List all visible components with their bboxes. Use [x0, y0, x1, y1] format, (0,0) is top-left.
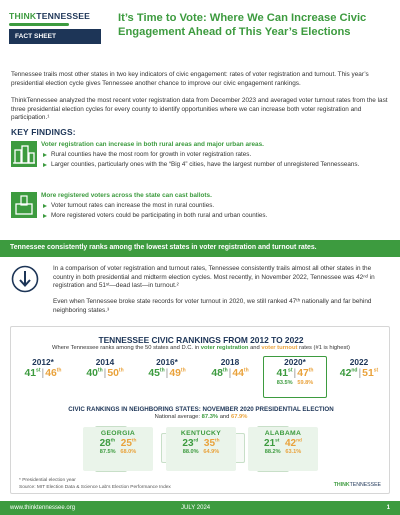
list-item: Voter turnout rates can increase the most in rural counties. [43, 202, 373, 210]
registration-percent: 87.5% [99, 449, 116, 455]
year-ranks [265, 368, 325, 379]
registration-percent: 88.2% [264, 449, 281, 455]
rank-separator: | [293, 368, 297, 380]
registration-rank [148, 368, 164, 379]
year-2016 [137, 357, 197, 379]
civic-rankings-panel [10, 326, 390, 494]
rank-suffix: nd [296, 438, 302, 444]
state-percentages [248, 449, 318, 455]
buildings-icon [11, 141, 37, 167]
rank-suffix: th [159, 368, 165, 374]
panel-logo-tennessee: TENNESSEE [349, 482, 381, 488]
panel-logo-think: THINK [333, 482, 350, 488]
rank-separator: | [228, 368, 232, 380]
rank-suffix: st [373, 368, 379, 374]
rank-separator: | [358, 368, 362, 380]
rankings-subtitle [11, 345, 391, 351]
state-ranks [83, 438, 153, 449]
year-label: 2012* [32, 357, 54, 367]
state-ranks [166, 438, 236, 449]
registration-rank [276, 368, 292, 379]
list-item: Rural counties have the most room for growth in voter registration rates. [43, 151, 373, 159]
body-paragraph-1: In a comparison of voter registration and turnout rates, Tennessee consistently trails almost all other states in the country in both presidential and midterm election cycles. Most recently, in November 2022, Tennessee was 42ⁿᵈ in registration and 51ˢᵗ—dead last—in turnout.² [53, 265, 375, 289]
logo-swoosh [9, 23, 69, 26]
year-ranks [200, 368, 260, 379]
year-ranks [137, 368, 197, 379]
year-2018 [200, 357, 260, 379]
logo-wordmark [9, 11, 101, 21]
turnout-percent: 68.0% [120, 449, 137, 455]
state-georgia [83, 427, 153, 471]
page-number: 1 [386, 505, 390, 511]
turnout-rank [232, 368, 248, 379]
list-item: More registered voters could be participating in both rural and urban counties. [43, 212, 373, 220]
subtitle-text: rates (#1 is highest) [297, 345, 350, 351]
footnote-source: Source: MIT Election Data & Science Lab’s Election Performance Index [19, 485, 171, 490]
rank-number: 42 [284, 438, 297, 449]
subtitle-text: Where Tennessee ranks among the 50 states and D.C. in [52, 345, 201, 351]
rank-number: 28 [99, 438, 111, 449]
turnout-rank [45, 368, 61, 379]
rankings-title: TENNESSEE CIVIC RANKINGS FROM 2012 TO 2022 [98, 335, 304, 345]
turnout-percent: 63.1% [285, 449, 302, 455]
rank-suffix: th [97, 368, 103, 374]
rank-number: 44 [232, 368, 244, 380]
year-percentages [265, 380, 325, 386]
rank-number: 50 [107, 368, 119, 380]
rank-number: 45 [148, 368, 160, 380]
rank-suffix: th [118, 368, 124, 374]
rank-suffix: th [110, 438, 116, 444]
year-ranks [75, 368, 135, 379]
year-label: 2014 [95, 357, 115, 367]
rank-number: 21 [264, 438, 276, 449]
subtitle-text: and [248, 345, 262, 351]
turnout-percent: 59.8% [297, 380, 314, 387]
finding-2 [11, 192, 389, 226]
rank-number: 35 [203, 438, 216, 449]
year-ranks [13, 368, 73, 379]
subtitle-turnout: voter turnout [261, 345, 298, 351]
national-average [11, 414, 391, 420]
national-average-text: and [218, 414, 231, 420]
rank-suffix: th [131, 438, 137, 444]
rank-suffix: st [288, 368, 293, 374]
rank-number: 49 [169, 368, 181, 380]
fact-sheet-badge: FACT SHEET [9, 29, 101, 44]
footer-date: JULY 2024 [181, 505, 211, 511]
rank-suffix: th [222, 368, 228, 374]
turnout-percent: 64.9% [203, 449, 220, 455]
state-name: GEORGIA [100, 430, 136, 437]
think-tennessee-logo [9, 11, 101, 44]
logo-tennessee: TENNESSEE [36, 11, 91, 21]
rank-suffix: nd [351, 368, 358, 374]
rank-separator: | [165, 368, 169, 380]
rank-suffix: st [275, 438, 280, 444]
page-footer [0, 501, 400, 515]
year-label: 2018 [220, 357, 240, 367]
rank-number: 25 [120, 438, 132, 449]
turnout-rank [107, 368, 123, 379]
state-name: KENTUCKY [180, 430, 222, 437]
year-label: 2020* [284, 357, 306, 367]
turnout-rank [285, 438, 302, 449]
state-percentages [83, 449, 153, 455]
finding-2-heading: More registered voters across the state can cast ballots. [41, 192, 212, 199]
rank-suffix: th [180, 368, 186, 374]
registration-rank [86, 368, 102, 379]
finding-1 [11, 141, 389, 183]
rank-suffix: th [56, 368, 62, 374]
panel-logo [334, 482, 381, 488]
rank-number: 48 [211, 368, 223, 380]
registration-rank [211, 368, 227, 379]
state-ranks [248, 438, 318, 449]
rank-number: 41 [276, 368, 289, 380]
registration-rank [182, 438, 198, 449]
rank-suffix: st [36, 368, 41, 374]
rank-number: 41 [24, 368, 37, 380]
turnout-rank [362, 368, 378, 379]
year-2014 [75, 357, 135, 379]
down-arrow-circle-icon [11, 265, 39, 293]
footnote-presidential: * Presidential election year [19, 478, 76, 483]
year-2012 [13, 357, 73, 379]
list-item: Larger counties, particularly ones with the “Big 4” cities, have the largest number of unregistered Tennesseans. [43, 161, 373, 169]
turnout-rank [204, 438, 220, 449]
ballot-box-icon [11, 192, 37, 218]
registration-rank [264, 438, 279, 449]
body-paragraph-2: Even when Tennessee broke state records for voter turnout in 2020, we still ranked 47ᵗʰ nationally and far behind neighboring states.³ [53, 298, 372, 314]
rankings-footnote [19, 477, 171, 491]
rank-suffix: rd [193, 438, 199, 444]
rank-suffix: th [215, 438, 220, 444]
state-alabama [248, 427, 318, 471]
turnout-rank [169, 368, 185, 379]
rank-number: 42 [339, 368, 352, 380]
national-average-registration: 87.3% [201, 414, 219, 420]
registration-rank [100, 438, 116, 449]
footer-url[interactable]: www.thinktennessee.org [10, 505, 76, 511]
state-name: ALABAMA [264, 430, 302, 437]
registration-rank [24, 368, 40, 379]
logo-think: THINK [9, 11, 37, 21]
state-percentages [166, 449, 236, 455]
rank-number: 23 [182, 438, 194, 449]
finding-2-bullets [43, 202, 373, 221]
registration-rank [340, 368, 358, 379]
year-ranks [329, 368, 389, 379]
national-average-turnout: 67.9% [230, 414, 248, 420]
state-kentucky [166, 427, 236, 471]
finding-1-bullets [43, 151, 373, 170]
rank-number: 47 [297, 368, 309, 380]
turnout-rank [297, 368, 313, 379]
intro-paragraph-2: ThinkTennessee analyzed the most recent voter registration data from December 2023 and averaged voter turnout rates from the last three presidential election cycles for every county to identify opportunities where we can increase both voter registration and participation.¹ [11, 97, 388, 121]
rank-number: 51 [362, 368, 374, 380]
rank-number: 40 [86, 368, 98, 380]
rank-suffix: th [308, 368, 314, 374]
key-findings-heading: KEY FINDINGS: [11, 127, 76, 137]
finding-1-heading: Voter registration can increase in both rural areas and major urban areas. [41, 141, 264, 148]
rank-separator: | [41, 368, 45, 380]
intro-paragraph-1: Tennessee trails most other states in two key indicators of civic engagement: rates of voter registration and turnout. This year’s presidential election cycle gives Tennessee another chance to improve our civic engagement rankings. [11, 71, 369, 87]
neighbor-states-heading: CIVIC RANKINGS IN NEIGHBORING STATES: NOVEMBER 2020 PRESIDENTIAL ELECTION [68, 406, 334, 413]
year-2020 [265, 357, 325, 386]
page-title: It’s Time to Vote: Where We Can Increase Civic Engagement Ahead of This Year’s Elections [118, 12, 367, 38]
rank-number: 46 [45, 368, 57, 380]
year-2022 [329, 357, 389, 379]
national-average-label: National average: [154, 414, 202, 420]
registration-percent: 88.0% [182, 449, 199, 455]
rank-separator: | [103, 368, 107, 380]
registration-percent: 83.5% [276, 380, 293, 387]
rank-suffix: th [243, 368, 249, 374]
subtitle-registration: voter registration [200, 345, 249, 351]
year-label: 2016* [156, 357, 178, 367]
year-label: 2022 [349, 357, 369, 367]
turnout-rank [121, 438, 137, 449]
section-banner: Tennessee consistently ranks among the lowest states in voter registration and turnout rates. [0, 240, 400, 257]
